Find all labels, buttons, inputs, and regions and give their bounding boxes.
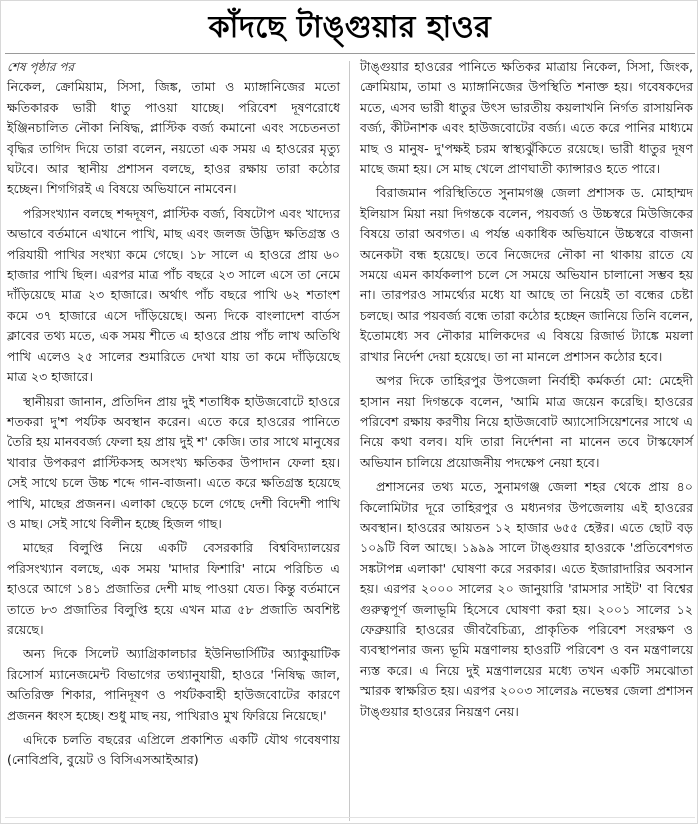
paragraph-left-5: অন্য দিকে সিলেট অ্যাগ্রিকালচার ইউনিভার্সিটির অ্যাকুয়াটিক রিসোর্স ম্যানেজমেন্ট বিভাগের তথ্যানুযায়ী, হাওরে 'নিষিদ্ধ জাল, অতিরিক্ত শিকার, পানিদূষণ ও পর্যটকবাহী হাউজবোটের কারণে প্রজনন ধ্বংস হচ্ছে। শুধু মাছ নয়, পাখিরাও মুখ ফিরিয়ে নিয়েছে।' [7, 646, 340, 723]
right-column [360, 57, 693, 726]
paragraph-right-1: টাঙ্গুয়ার হাওরের পানিতে ক্ষতিকর মাত্রায় নিকেল, সিসা, জিংক, ক্রোমিয়াম, তামা ও ম্যাঙ্গানিজের উপস্থিতি শনাক্ত হয়। গবেষকদের মতে, এসব ভারী ধাতুর উৎস ভারতীয় কয়লাখনি নির্গত রাসায়নিক বর্জ্য, কীটনাশক এবং হাউজবোটের বর্জ্য। এতে করে পানির মাধ্যমে মাছ ও মানুষ- দু'পক্ষই চরম স্বাস্থ্যঝুঁকিতে রয়েছে। ভারী ধাতুর দূষণ মাছে জমা হয়। সে মাছ খেলে প্রাণঘাতী ক্যান্সারও হতে পারে। [360, 59, 693, 177]
bottom-rule [5, 817, 695, 818]
paragraph-left-2: পরিসংখ্যান বলছে শব্দদূষণ, প্লাস্টিক বর্জ্য, বিষটোপ এবং খাদ্যের অভাবে বর্তমানে এখানে পাখি, মাছ এবং জলজ উদ্ভিদ ক্ষতিগ্রস্ত ও পরিযায়ী পাখির সংখ্যা কমে গেছে। ১৮ সালে এ হাওরে প্রায় ৬০ হাজার পাখি ছিল। এরপর মাত্র পাঁচ বছরে ২৩ সালে এসে তা নেমে দাঁড়িয়েছে মাত্র ২৩ হাজারে। অর্থাৎ পাঁচ বছরে পাখি ৬২ শতাংশ কমে ৩৭ হাজারে এসে দাঁড়িয়েছে। অন্য দিকে বাংলাদেশ বার্ডস ক্লাবের তথ্য মতে, এক সময় শীতে এ হাওরে প্রায় পাঁচ লাখ অতিথি পাখি এলেও ২৫ সালের শুমারিতে দেখা যায় তা কমে দাঁড়িয়েছে মাত্র ২৩ হাজারে। [7, 205, 340, 385]
paragraph-left-3: স্থানীয়রা জানান, প্রতিদিন প্রায় দুই শতাধিক হাউজবোটে হাওরে শতকরা দু'শ পর্যটক অবস্থান করেন। এতে করে হাওরের পানিতে তৈরি হয় মানববর্জ্য ফেলা হয় প্রায় দুই শ' কেজি। তার সাথে মানুষের খাবার উপকরণ প্লাস্টিকসহ অসংখ্য ক্ষতিকর উপাদান ফেলা হয়। সেই সাথে চলে উচ্চ শব্দে গান-বাজনা। এতে করে ক্ষতিগ্রস্ত হয়েছে পাখি, মাছের প্রজনন। এলাকা ছেড়ে চলে গেছে দেশী বিদেশী পাখি ও মাছ। সেই সাথে বিলীন হচ্ছে হিজল গাছ। [7, 393, 340, 531]
continuation-kicker: শেষ পৃষ্ঠার পর [7, 60, 75, 74]
paragraph-right-2: বিরাজমান পরিস্থিতিতে সুনামগঞ্জ জেলা প্রশাসক ড. মোহাম্মদ ইলিয়াস মিয়া নয়া দিগন্তকে বলেন, পয়বর্জ্য ও উচ্চস্বরে মিউজিকের বিষয়ে তারা অবগত। এ পর্যন্ত একাধিক অভিযানে উচ্চস্বরে বাজনা অনেকটা বন্ধ হয়েছে। তবে নিজেদের নৌকা না থাকায় রাতে যে সময়ে এমন কার্যকলাপ চলে সে সময়ে অভিযান চালানো সম্ভব হয় না। তারপরও সামর্থ্যের মধ্যে যা আছে তা নিয়েই তা বন্ধের চেষ্টা চলছে। আর পয়বর্জ্য বন্ধে তারা কঠোর হচ্ছেন জানিয়ে তিনি বলেন, ইতোমধ্যে সব নৌকার মালিকদের এ বিষয়ে রিজার্ভ ট্যাঙ্কে ময়লা রাখার নির্দেশ দেয়া হয়েছে। তা না মানলে প্রশাসন কঠোর হবে। [360, 185, 693, 364]
paragraph-left-4: মাছের বিলুপ্তি নিয়ে একটি বেসরকারি বিশ্ববিদ্যালয়ের পরিসংখ্যান বলছে, এক সময় 'মাদার ফিশারি' নামে পরিচিত এ হাওরে আগে ১৪১ প্রজাতির দেশী মাছ পাওয়া যেত। কিন্তু বর্তমানে তাতে ৮৩ প্রজাতির বিলুপ্তি হয়ে এখন মাত্র ৫৮ প্রজাতি অবশিষ্ট রয়েছে। [7, 540, 340, 637]
column-divider [349, 61, 350, 821]
paragraph-right-3: অপর দিকে তাহিরপুর উপজেলা নির্বাহী কর্মকর্তা মো: মেহেদী হাসান নয়া দিগন্তকে বলেন, 'আমি মাত্র জয়েন করেছি। হাওরের পরিবেশ রক্ষায় করণীয় নিয়ে হাউজবোট অ্যাসোসিয়েশনের সাথে এ নিয়ে কথা বলব। যদি তারা নির্দেশনা না মানেন তবে টাস্কফোর্স অভিযান চালিয়ে প্রয়োজনীয় পদক্ষেপ নেয়া হবে। [360, 373, 693, 470]
paragraph-left-1: নিকেল, ক্রোমিয়াম, সিসা, জিঙ্ক, তামা ও ম্যাঙ্গানিজের মতো ক্ষতিকারক ভারী ধাতু পাওয়া যাচ্ছে। পরিবেশ দূষণরোধে ইঞ্জিনচালিত নৌকা নিষিদ্ধ, প্লাস্টিক বর্জ্য কমানো এবং সচেতনতা বৃদ্ধির তাগিদ দিয়ে তারা বলেন, নয়তো এক সময় এ হাওরের মৃত্যু ঘটবে। আর স্থানীয় প্রশাসন বলছে, হাওর রক্ষায় তারা কঠোর হচ্ছেন। শিগগিরই এ বিষয়ে অভিযানে নামবেন। [7, 79, 340, 197]
headline-rule [5, 53, 695, 54]
article-headline: কাঁদছে টাঙ্গুয়ার হাওর [208, 10, 492, 45]
paragraph-right-4: প্রশাসনের তথ্য মতে, সুনামগঞ্জ জেলা শহর থেকে প্রায় ৪০ কিলোমিটার দূরে তাহিরপুর ও মধ্যনগর উপজেলায় এই হাওরের অবস্থান। হাওরের আয়তন ১২ হাজার ৬৫৫ হেক্টর। এতে ছোট বড় ১০৯টি বিল আছে। ১৯৯৯ সালে টাঙ্গুয়ার হাওরকে 'প্রতিবেশগত সঙ্কটাপন্ন এলাকা' ঘোষণা করে সরকার। এতে ইজারাদারির অবসান হয়। এরপর ২০০০ সালের ২০ জানুয়ারি 'রামসার সাইট' বা বিশ্বের গুরুত্বপূর্ণ জলাভূমি হিসেবে ঘোষণা করা হয়। ২০০১ সালের ১২ ফেব্রুয়ারি হাওরের জীববৈচিত্র্য, প্রাকৃতিক পরিবেশ সংরক্ষণ ও ব্যবস্থাপনার জন্য ভূমি মন্ত্রণালয় হাওরটি পরিবেশ ও বন মন্ত্রণালয়ে ন্যস্ত করে। এ নিয়ে দুই মন্ত্রণালয়ের মধ্যে তখন একটি সমঝোতা স্মারক স্বাক্ষরিত হয়। এরপর ২০০৩ সালের৯ নভেম্বর জেলা প্রশাসন টাঙ্গুয়ার হাওরের নিয়ন্ত্রণ নেয়। [360, 479, 693, 719]
paragraph-left-6: এদিকে চলতি বছরের এপ্রিলে প্রকাশিত একটি যৌথ গবেষণায় (নোবিপ্রবি, বুয়েট ও বিসিএসআইআর) [7, 732, 340, 768]
left-column [7, 57, 340, 775]
